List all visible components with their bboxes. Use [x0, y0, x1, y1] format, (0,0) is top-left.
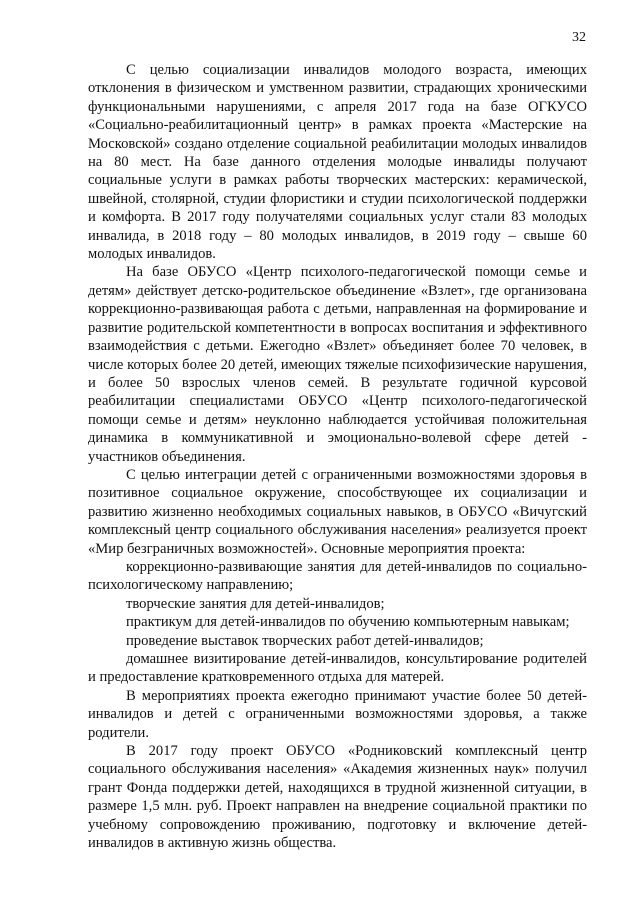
- paragraph-participants: В мероприятиях проекта ежегодно принимают участие более 50 детей-инвалидов и детей с ограниченными возможностями здоровья, а также родители.: [88, 687, 587, 741]
- paragraph-vichuga-project: С целью интеграции детей с ограниченными возможностями здоровья в позитивное социальное окружение, способствующее их социализации и развитию жизненно необходимых социальных навыков, в ОБУСО «Вичугский комплексный центр социального обслуживания населения» реализуется проект «Мир безграничных возможностей». Основные мероприятия проекта:: [88, 466, 587, 557]
- list-item: практикум для детей-инвалидов по обучению компьютерным навыкам;: [126, 614, 570, 631]
- body-text: [88, 61, 587, 852]
- paragraph-vzlet-association: На базе ОБУСО «Центр психолого-педагогической помощи семье и детям» действует детско-родительское объединение «Взлет», где организована коррекционно-развивающая работа с детьми, направленная на формирование и развитие родительской компетентности в вопросах воспитания и эффективного взаимодействия с детьми. Ежегодно «Взлет» объединяет более 70 человек, в числе которых более 20 детей, имеющих тяжелые психофизические нарушения, и более 50 взрослых членов семей. В результате годичной курсовой реабилитации специалистами ОБУСО «Центр психолого-педагогической помощи семье и детям» неуклонно наблюдается устойчивая положительная динамика в коммуникативной и эмоционально-волевой сфере детей - участников объединения.: [88, 264, 587, 465]
- list-item: проведение выставок творческих работ детей-инвалидов;: [126, 632, 484, 649]
- page-number: 32: [572, 30, 586, 45]
- list-item: творческие занятия для детей-инвалидов;: [126, 595, 385, 612]
- list-item: домашнее визитирование детей-инвалидов, консультирование родителей и предоставление кратковременного отдыха для матерей.: [88, 651, 587, 686]
- list-item: коррекционно-развивающие занятия для детей-инвалидов по социально-психологическому направлению;: [88, 558, 587, 594]
- paragraph-youth-disability-workshops: С целью социализации инвалидов молодого возраста, имеющих отклонения в физическом и умственном развитии, страдающих хроническими функциональными нарушениями, с апреля 2017 года на базе ОГКУСО «Социально-реабилитационный центр» в рамках проекта «Мастерские на Московской» создано отделение социальной реабилитации молодых инвалидов на 80 мест. На базе данного отделения молодые инвалиды получают социальные услуги в рамках работы творческих мастерских: керамической, швейной, столярной, студии флористики и студии психологической поддержки и комфорта. В 2017 году получателями социальных услуг стали 83 молодых инвалида, в 2018 году – 80 молодых инвалидов, в 2019 году – свыше 60 молодых инвалидов.: [88, 62, 587, 263]
- paragraph-rodniki-grant: В 2017 году проект ОБУСО «Родниковский комплексный центр социального обслуживания населения» «Академия жизненных наук» получил грант Фонда поддержки детей, находящихся в трудной жизненной ситуации, в размере 1,5 млн. руб. Проект направлен на внедрение социальной практики по учебному сопровождению проживанию, подготовку и включение детей-инвалидов в активную жизнь общества.: [88, 743, 587, 852]
